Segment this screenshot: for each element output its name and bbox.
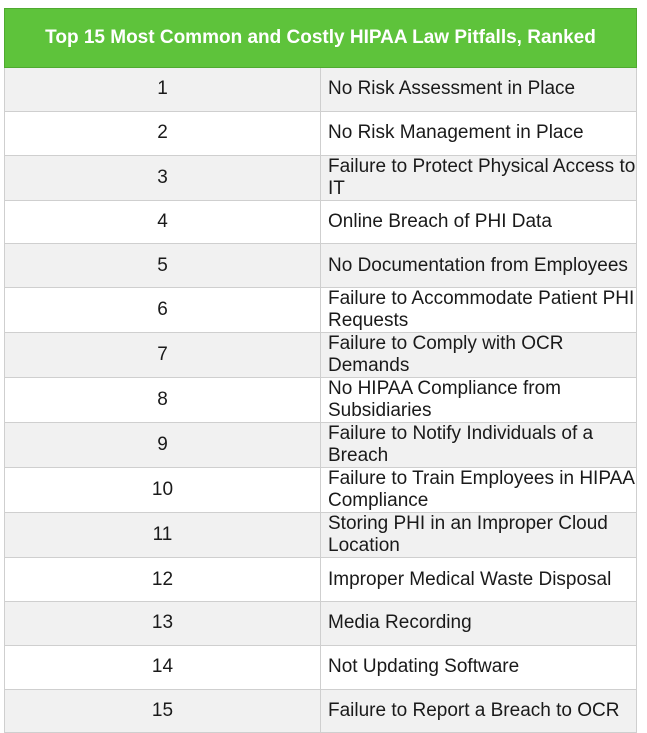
table-row xyxy=(5,288,637,333)
pitfall-cell: Online Breach of PHI Data xyxy=(321,200,637,244)
table-title: Top 15 Most Common and Costly HIPAA Law Pitfalls, Ranked xyxy=(5,9,637,68)
rank-cell: 12 xyxy=(5,558,321,602)
pitfall-cell: Storing PHI in an Improper Cloud Location xyxy=(321,513,637,558)
rank-cell: 14 xyxy=(5,645,321,689)
table-row xyxy=(5,333,637,378)
rank-cell: 4 xyxy=(5,200,321,244)
pitfall-cell: Improper Medical Waste Disposal xyxy=(321,558,637,602)
rank-cell: 6 xyxy=(5,288,321,333)
header-row xyxy=(5,9,637,68)
table-row xyxy=(5,378,637,423)
pitfall-cell: No HIPAA Compliance from Subsidiaries xyxy=(321,378,637,423)
table-row xyxy=(5,513,637,558)
rank-cell: 3 xyxy=(5,155,321,200)
rank-cell: 11 xyxy=(5,513,321,558)
table-row xyxy=(5,689,637,733)
table-row xyxy=(5,111,637,155)
table-row xyxy=(5,645,637,689)
rank-cell: 1 xyxy=(5,68,321,112)
pitfall-cell: Failure to Protect Physical Access to IT xyxy=(321,155,637,200)
table-row xyxy=(5,423,637,468)
pitfall-cell: Failure to Notify Individuals of a Breach xyxy=(321,423,637,468)
table-row xyxy=(5,155,637,200)
table-row xyxy=(5,244,637,288)
rank-cell: 8 xyxy=(5,378,321,423)
pitfall-cell: No Risk Management in Place xyxy=(321,111,637,155)
rank-cell: 10 xyxy=(5,468,321,513)
pitfall-cell: No Documentation from Employees xyxy=(321,244,637,288)
table-row xyxy=(5,200,637,244)
rank-cell: 2 xyxy=(5,111,321,155)
pitfall-cell: Failure to Train Employees in HIPAA Compliance xyxy=(321,468,637,513)
rank-cell: 7 xyxy=(5,333,321,378)
pitfalls-table xyxy=(4,8,637,733)
pitfall-cell: Failure to Comply with OCR Demands xyxy=(321,333,637,378)
rank-cell: 5 xyxy=(5,244,321,288)
rank-cell: 13 xyxy=(5,601,321,645)
rank-cell: 15 xyxy=(5,689,321,733)
table-row xyxy=(5,468,637,513)
pitfall-cell: Failure to Report a Breach to OCR xyxy=(321,689,637,733)
table-row xyxy=(5,601,637,645)
pitfall-cell: Not Updating Software xyxy=(321,645,637,689)
rank-cell: 9 xyxy=(5,423,321,468)
pitfall-cell: No Risk Assessment in Place xyxy=(321,68,637,112)
table-row xyxy=(5,558,637,602)
pitfall-cell: Media Recording xyxy=(321,601,637,645)
table-header xyxy=(5,9,637,68)
pitfall-cell: Failure to Accommodate Patient PHI Requests xyxy=(321,288,637,333)
pitfalls-table-container xyxy=(4,8,637,733)
table-body xyxy=(5,68,637,733)
table-row xyxy=(5,68,637,112)
